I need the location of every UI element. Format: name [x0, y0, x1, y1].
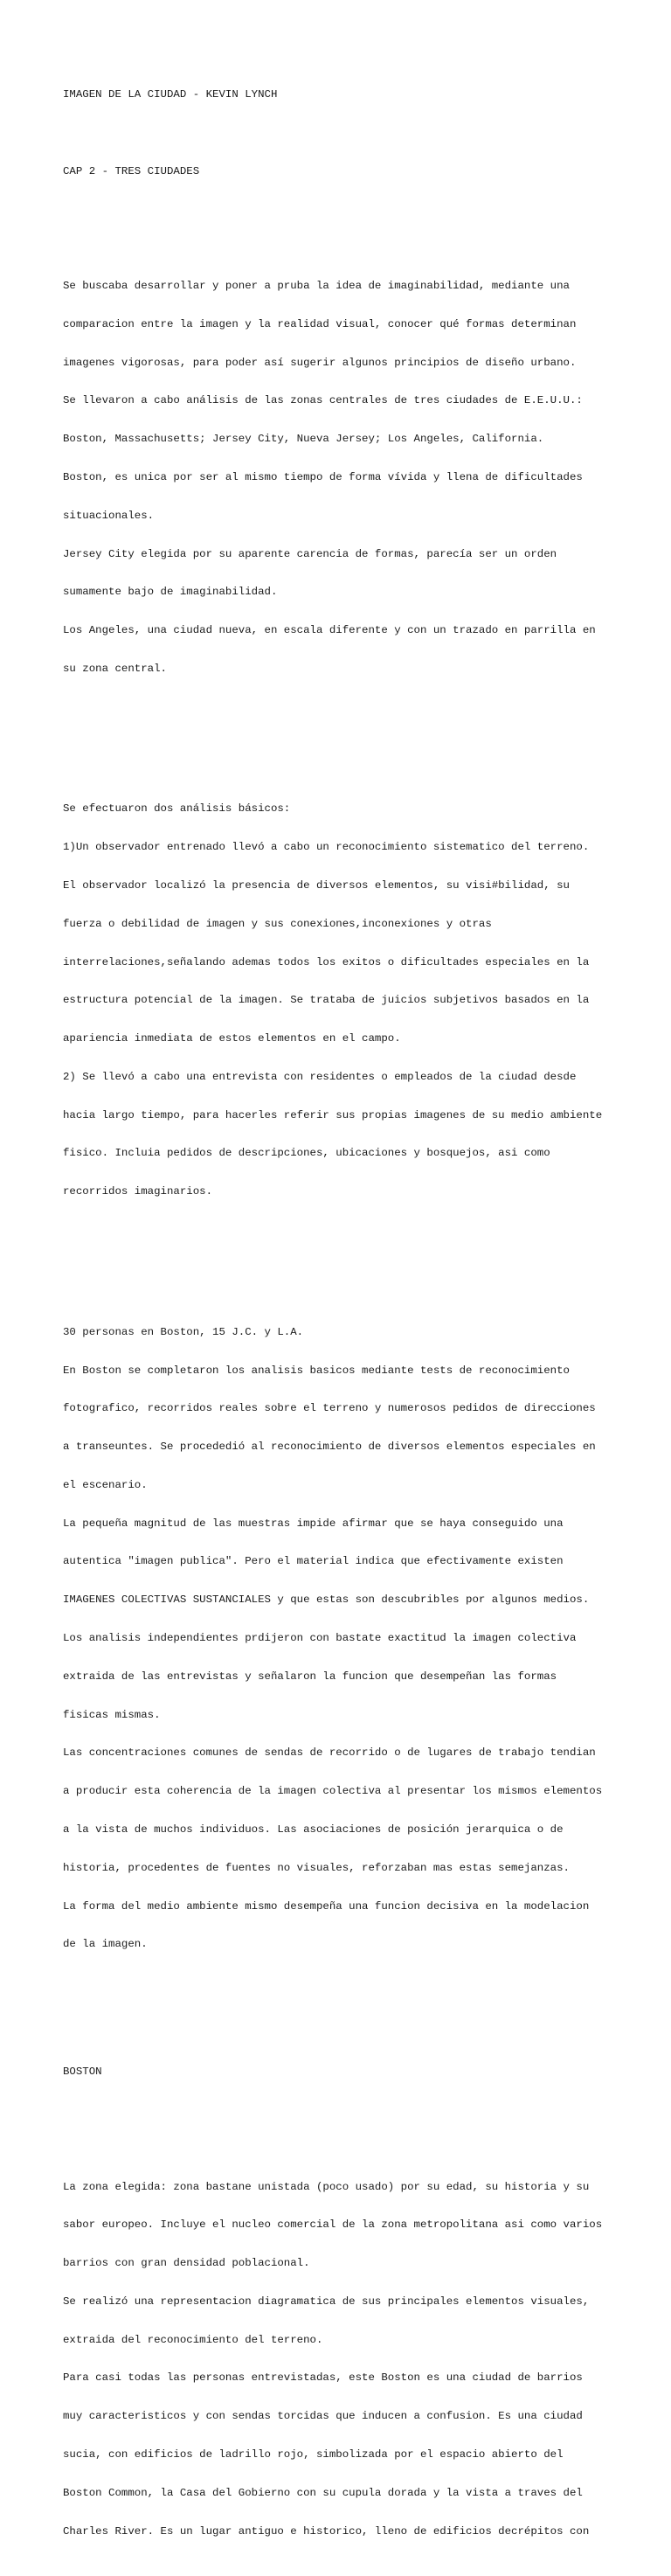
spacer [63, 204, 622, 217]
paragraph-intro [63, 254, 622, 701]
text-line: imagenes vigorosas, para poder así sugerir algunos principios de diseño urbano. [63, 356, 577, 369]
text-line: situacionales. [63, 509, 155, 522]
spacer [63, 2002, 622, 2027]
text-line: Boston Common, la Casa del Gobierno con su cupula dorada y la vista a traves del [63, 2486, 583, 2499]
paragraph-boston [63, 2155, 622, 2563]
text-line: a la vista de muchos individuos. Las asociaciones de posición jerarquica o de [63, 1823, 564, 1836]
text-line: La zona elegida: zona bastane unistada (poco usado) por su edad, su historia y su [63, 2180, 590, 2193]
text-line: fotografico, recorridos reales sobre el terreno y numerosos pedidos de direcciones [63, 1402, 596, 1415]
document-title: IMAGEN DE LA CIUDAD - KEVIN LYNCH [63, 88, 278, 101]
text-line: autentica "imagen publica". Pero el material indica que efectivamente existen [63, 1555, 564, 1568]
spacer [63, 2104, 622, 2117]
text-line: 30 personas en Boston, 15 J.C. y L.A. [63, 1325, 304, 1338]
text-line: interrelaciones,señalando ademas todos los exitos o dificultades especiales en la [63, 955, 590, 969]
text-line: historia, procedentes de fuentes no visuales, reforzaban mas estas semejanzas. [63, 1861, 570, 1874]
text-line: Boston, Massachusetts; Jersey City, Nueva Jersey; Los Angeles, California. [63, 433, 544, 446]
text-line: Charles River. Es un lugar antiguo e historico, lleno de edificios decrépitos con [63, 2524, 590, 2538]
text-line: Se buscaba desarrollar y poner a pruba la idea de imaginabilidad, mediante una [63, 280, 570, 293]
text-line: recorridos imaginarios. [63, 1185, 213, 1198]
text-line: de la imagen. [63, 1938, 148, 1951]
text-line: Se realizó una representacion diagramatica de sus principales elementos visuales, [63, 2295, 590, 2308]
text-line: a transeuntes. Se procededió al reconocimiento de diversos elementos especiales en [63, 1441, 596, 1454]
text-line: fuerza o debilidad de imagen y sus conexiones,inconexiones y otras [63, 917, 492, 930]
text-line: Boston, es unica por ser al mismo tiempo de forma vívida y llena de dificultades [63, 471, 583, 483]
text-line: En Boston se completaron los analisis basicos mediante tests de reconocimiento [63, 1364, 570, 1377]
text-line: el escenario. [63, 1478, 148, 1491]
text-line: extraida de las entrevistas y señalaron la funcion que desempeñan las formas [63, 1670, 557, 1683]
text-line: su zona central. [63, 662, 167, 675]
text-line: Los analisis independientes prdijeron con bastate exactitud la imagen colectiva [63, 1632, 577, 1645]
text-line: fisicas mismas. [63, 1708, 161, 1721]
text-line: La pequeña magnitud de las muestras impide afirmar que se haya conseguido una [63, 1517, 564, 1530]
text-line: a producir esta coherencia de la imagen colectiva al presentar los mismos elementos [63, 1785, 603, 1798]
text-line: Los Angeles, una ciudad nueva, en escala diferente y con un trazado en parrilla en [63, 624, 596, 637]
spacer [63, 1249, 622, 1262]
spacer [63, 726, 622, 739]
text-line: barrios con gran densidad poblacional. [63, 2257, 310, 2270]
text-line: IMAGENES COLECTIVAS SUSTANCIALES y que estas son descubribles por algunos medios. [63, 1594, 590, 1607]
text-line: 2) Se llevó a cabo una entrevista con residentes o empleados de la ciudad desde [63, 1070, 577, 1083]
text-line: sucia, con edificios de ladrillo rojo, simbolizada por el espacio abierto del [63, 2448, 564, 2461]
text-line: Para casi todas las personas entrevistadas, este Boston es una ciudad de barrios [63, 2371, 583, 2385]
text-line: Se llevaron a cabo análisis de las zonas centrales de tres ciudades de E.E.U.U.: [63, 394, 583, 407]
text-line: muy caracteristicos y con sendas torcidas que inducen a confusion. Es una ciudad [63, 2410, 583, 2423]
text-line: hacia largo tiempo, para hacerles referir sus propias imagenes de su medio ambiente [63, 1108, 603, 1121]
text-line: El observador localizó la presencia de diversos elementos, su visi#bilidad, su [63, 879, 570, 892]
text-line: fisico. Incluia pedidos de descripciones, ubicaciones y bosquejos, asi como [63, 1147, 550, 1160]
paragraph-sample [63, 1301, 622, 1976]
text-line: estructura potencial de la imagen. Se trataba de juicios subjetivos basados en la [63, 994, 590, 1007]
text-line: Las concentraciones comunes de sendas de recorrido o de lugares de trabajo tendian [63, 1746, 596, 1760]
text-line: extraida del reconocimiento del terreno. [63, 2333, 323, 2346]
text-line: comparacion entre la imagen y la realidad visual, conocer qué formas determinan [63, 317, 577, 330]
spacer [63, 127, 622, 140]
document-page [63, 63, 622, 2576]
section-heading: BOSTON [63, 2066, 102, 2079]
text-line: Jersey City elegida por su aparente carencia de formas, parecía ser un orden [63, 547, 557, 560]
paragraph-analysis [63, 777, 622, 1224]
text-line: sabor europeo. Incluye el nucleo comercial de la zona metropolitana asi como varios [63, 2218, 603, 2232]
text-line: apariencia inmediata de estos elementos en el campo. [63, 1032, 401, 1045]
text-line: 1)Un observador entrenado llevó a cabo un reconocimiento sistematico del terreno. [63, 841, 590, 854]
chapter-heading: CAP 2 - TRES CIUDADES [63, 164, 200, 177]
text-line: La forma del medio ambiente mismo desempeña una funcion decisiva en la modelacion [63, 1899, 590, 1913]
text-line: Se efectuaron dos análisis básicos: [63, 802, 291, 816]
text-line: sumamente bajo de imaginabilidad. [63, 586, 278, 599]
